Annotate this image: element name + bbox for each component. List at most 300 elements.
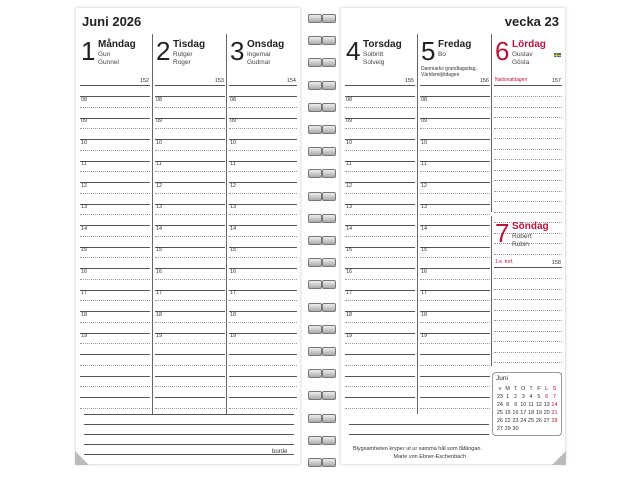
note-rule [494,278,562,279]
mini-calendar-cell [543,425,551,433]
ring-right [322,214,336,223]
hour-label: 16 [81,268,88,275]
ring-left [308,325,322,334]
half-hour-rule [155,150,225,151]
hour-label: 15 [346,247,353,254]
hour-label: 15 [421,247,428,254]
spiral-ring [304,414,338,423]
mini-calendar-cell: 25 [496,410,503,416]
hour-label: 15 [230,247,237,254]
note-rule [345,408,415,409]
hour-rule [155,268,225,269]
ring-right [322,58,336,67]
hour-rule [345,139,415,140]
half-hour-rule [345,257,415,258]
mini-calendar-cell: 17 [520,410,527,416]
hour-rule [345,161,415,162]
note-rule [494,212,562,213]
footer-rule [84,454,294,455]
day-of-year: 154 [286,78,296,84]
hour-label: 19 [230,333,237,340]
mini-calendar-cell: 25 [528,418,535,424]
half-hour-rule [229,236,297,237]
half-hour-rule [80,193,150,194]
hour-label: 16 [230,268,237,275]
hour-label: 11 [230,161,236,168]
note-rule [494,159,562,160]
half-hour-rule [420,193,490,194]
hour-label: 10 [346,139,353,146]
half-hour-rule [420,214,490,215]
hour-rule [155,139,225,140]
hour-label: 16 [346,268,353,275]
note-rule [229,397,297,398]
hour-rule [80,182,150,183]
note-rule [494,180,562,181]
mini-calendar-cell: 11 [528,402,534,408]
hour-rule [80,96,150,97]
hour-rule [155,182,225,183]
flag-icon [554,53,561,57]
half-hour-rule [155,107,225,108]
hour-rule [345,247,415,248]
hour-label: 10 [230,139,237,146]
hour-rule [155,247,225,248]
hour-rule [420,333,490,334]
day-column [491,216,564,366]
hour-label: 18 [421,311,428,318]
day-column [417,34,492,414]
note-rule [80,397,150,398]
day-of-year: 158 [551,260,561,266]
quote-author: Marie von Ebner-Eschenbach [393,454,467,460]
note-rule [345,386,415,387]
note-rule [155,376,225,377]
mini-calendar [492,372,562,436]
note-rule [229,408,297,409]
note-rule [345,365,415,366]
mini-calendar-cell: 4 [529,394,533,400]
spiral-ring [304,81,338,90]
ring-left [308,391,322,400]
ring-left [308,81,322,90]
spiral-ring [304,103,338,112]
half-hour-rule [155,236,225,237]
hour-rule [229,139,297,140]
right-page [341,8,565,464]
hour-label: 11 [156,161,162,168]
spiral-ring [304,391,338,400]
mini-calendar-cell: 26 [535,418,542,424]
day-name: Onsdag [247,39,285,50]
ring-left [308,458,322,467]
mini-calendar-title: Juni [496,375,508,382]
half-hour-rule [80,107,150,108]
mini-calendar-cell: 23 [512,418,519,424]
day-of-year: 153 [214,78,224,84]
ring-left [308,258,322,267]
half-hour-rule [229,214,297,215]
note-rule [420,365,490,366]
note-rule [494,149,562,150]
ring-left [308,436,322,445]
hour-label: 18 [346,311,353,318]
half-hour-rule [80,171,150,172]
spiral-ring [304,458,338,467]
mini-calendar-cell: 30 [512,426,519,432]
hour-label: 13 [230,204,237,211]
half-hour-rule [80,236,150,237]
half-hour-rule [345,171,415,172]
mini-calendar-cell: 7 [552,394,556,400]
hour-rule [420,311,490,312]
mini-calendar-cell: 20 [543,410,550,416]
week-title: vecka 23 [504,14,559,29]
hour-rule [420,96,490,97]
footer-rule [349,434,489,435]
note-rule [80,376,150,377]
half-hour-rule [345,107,415,108]
half-hour-rule [229,257,297,258]
half-hour-rule [155,214,225,215]
ring-left [308,147,322,156]
mini-calendar-head: L [545,386,549,392]
spiral-ring [304,303,338,312]
spiral-ring [304,280,338,289]
ring-left [308,236,322,245]
name-days: Gustav Gösta [512,51,533,66]
hour-rule [229,118,297,119]
hour-label: 09 [81,118,88,125]
day-number: 4 [346,36,361,66]
hour-rule [420,204,490,205]
mini-calendar-cell: 23 [496,394,503,400]
half-hour-rule [155,257,225,258]
note-rule [494,362,562,363]
hour-rule [420,268,490,269]
note-rule [155,365,225,366]
ring-right [322,103,336,112]
hour-rule [80,161,150,162]
half-hour-rule [80,257,150,258]
note-rule [494,331,562,332]
hour-label: 15 [81,247,88,254]
footer-rule [349,424,489,425]
note-rule [420,386,490,387]
day-of-year: 156 [479,78,489,84]
mini-calendar-cell: 12 [535,402,542,408]
note-rule [494,289,562,290]
mini-calendar-cell [535,425,543,433]
spiral-ring [304,125,338,134]
hour-rule [345,311,415,312]
ring-right [322,258,336,267]
name-days: Rutger Roger [173,51,193,66]
hour-rule [420,118,490,119]
ring-right [322,303,336,312]
spiral-ring [304,36,338,45]
mini-calendar-cell: 14 [551,402,558,408]
spiral-ring [304,258,338,267]
hour-label: 08 [346,96,353,103]
note-rule [494,201,562,202]
left-page [76,8,300,464]
half-hour-rule [155,300,225,301]
name-days: Ingemar Gudmar [247,51,271,66]
hour-label: 11 [346,161,352,168]
day-header-rule [494,85,562,86]
mini-calendar-head: T [529,386,533,392]
half-hour-rule [229,322,297,323]
hour-label: 14 [156,225,163,232]
hour-label: 09 [230,118,237,125]
half-hour-rule [345,128,415,129]
hour-label: 14 [421,225,428,232]
ring-left [308,280,322,289]
ring-left [308,303,322,312]
hour-rule [155,118,225,119]
day-name: Söndag [512,221,549,232]
ring-left [308,103,322,112]
hour-rule [420,225,490,226]
hour-rule [229,204,297,205]
half-hour-rule [345,236,415,237]
day-of-year: 152 [139,78,149,84]
holiday-label: 1:e. tref. [495,259,514,265]
hour-label: 15 [156,247,163,254]
day-number: 3 [230,36,245,66]
hour-label: 12 [81,182,88,189]
hour-rule [229,268,297,269]
day-number: 1 [81,36,96,66]
hour-label: 16 [156,268,163,275]
hour-label: 13 [81,204,88,211]
mini-calendar-cell: 29 [504,426,511,432]
name-days: Bo [438,51,446,58]
half-hour-rule [80,322,150,323]
hour-rule [155,96,225,97]
half-hour-rule [80,128,150,129]
hour-label: 12 [346,182,353,189]
mini-calendar-head: M [505,386,510,392]
half-hour-rule [420,107,490,108]
note-rule [494,310,562,311]
note-rule [155,397,225,398]
hour-rule [345,204,415,205]
half-hour-rule [420,236,490,237]
mini-calendar-head: F [537,386,541,392]
hour-rule [345,290,415,291]
note-rule [80,408,150,409]
note-rule [494,117,562,118]
half-hour-rule [229,107,297,108]
half-hour-rule [229,171,297,172]
ring-right [322,81,336,90]
day-column [78,34,152,414]
name-days: Solbritt Solveig [363,51,385,66]
hour-label: 10 [156,139,163,146]
ring-right [322,391,336,400]
half-hour-rule [155,279,225,280]
note-rule [155,354,225,355]
day-number: 6 [495,36,510,66]
ring-right [322,436,336,445]
half-hour-rule [345,322,415,323]
hour-label: 14 [346,225,353,232]
mini-calendar-cell: 2 [513,394,518,400]
half-hour-rule [229,300,297,301]
hour-label: 09 [421,118,428,125]
day-number: 5 [421,36,436,66]
ring-left [308,369,322,378]
spiral-ring [304,147,338,156]
footer-rule [84,444,294,445]
hour-rule [80,333,150,334]
half-hour-rule [80,150,150,151]
hour-label: 17 [421,290,428,297]
name-days: Robert Robin [512,233,532,248]
half-hour-rule [420,322,490,323]
note-rule [494,96,562,97]
note-rule [80,386,150,387]
note-rule [420,376,490,377]
mini-calendar-cell: 18 [528,410,535,416]
mini-calendar-cell: 16 [512,410,519,416]
note-rule [345,354,415,355]
mini-calendar-cell: 24 [520,418,527,424]
half-hour-rule [80,300,150,301]
spiral-ring [304,58,338,67]
holiday-label: Danmarks grundlagsdag, Världsmiljödagen [421,66,477,78]
hour-label: 08 [230,96,237,103]
hour-label: 13 [421,204,428,211]
note-rule [155,386,225,387]
day-name: Lördag [512,39,546,50]
half-hour-rule [80,343,150,344]
day-header-rule [494,267,562,268]
hour-rule [155,225,225,226]
half-hour-rule [155,128,225,129]
spiral-ring [304,325,338,334]
hour-label: 19 [156,333,163,340]
hour-rule [420,161,490,162]
half-hour-rule [345,300,415,301]
hour-label: 17 [81,290,88,297]
mini-calendar-cell: 9 [513,402,518,408]
hour-rule [229,96,297,97]
day-number: 2 [156,36,171,66]
spiral-ring [304,347,338,356]
hour-label: 11 [81,161,87,168]
note-rule [494,128,562,129]
hour-label: 12 [156,182,163,189]
hour-rule [420,139,490,140]
mini-calendar-cell: 26 [496,418,503,424]
half-hour-rule [420,279,490,280]
mini-calendar-cell: 22 [504,418,511,424]
hour-rule [345,268,415,269]
note-rule [420,397,490,398]
day-of-year: 157 [551,78,561,84]
hour-label: 14 [230,225,237,232]
note-rule [494,191,562,192]
half-hour-rule [420,128,490,129]
note-rule [494,299,562,300]
hour-label: 12 [230,182,237,189]
spiral-ring [304,14,338,23]
hour-label: 18 [81,311,88,318]
mini-calendar-cell: 1 [506,394,510,400]
hour-label: 13 [156,204,163,211]
hour-rule [345,225,415,226]
hour-label: 11 [421,161,427,168]
half-hour-rule [420,257,490,258]
hour-rule [80,118,150,119]
half-hour-rule [229,343,297,344]
hour-rule [80,225,150,226]
spiral-ring [304,436,338,445]
ring-right [322,14,336,23]
hour-rule [80,311,150,312]
holiday-label: Nationaldagen [495,77,528,83]
ring-left [308,214,322,223]
day-name: Fredag [438,39,472,50]
ring-left [308,347,322,356]
mini-calendar-cell: 24 [496,402,503,408]
spiral-ring [304,369,338,378]
ring-right [322,192,336,201]
hour-label: 19 [81,333,88,340]
mini-calendar-cell [519,425,527,433]
hour-rule [80,247,150,248]
note-rule [494,320,562,321]
half-hour-rule [155,171,225,172]
half-hour-rule [155,322,225,323]
ring-right [322,169,336,178]
mini-calendar-cell: 15 [504,410,511,416]
hour-rule [229,290,297,291]
note-rule [345,376,415,377]
ring-left [308,169,322,178]
mini-calendar-cell: 27 [543,418,550,424]
ring-right [322,125,336,134]
ring-right [322,369,336,378]
ring-left [308,414,322,423]
ring-left [308,36,322,45]
name-days: Gun Gunnel [98,51,119,66]
hour-rule [229,225,297,226]
note-rule [420,354,490,355]
hour-rule [229,333,297,334]
quote [353,445,482,461]
half-hour-rule [229,279,297,280]
mini-calendar-cell: 19 [535,410,542,416]
note-rule [494,352,562,353]
hour-rule [345,333,415,334]
note-rule [80,365,150,366]
hour-rule [229,161,297,162]
day-column [343,34,417,414]
mini-calendar-cell: 5 [537,394,541,400]
mini-calendar-head: T [513,386,518,392]
hour-label: 18 [156,311,163,318]
mini-calendar-head: v [498,386,502,392]
spiral-binding [304,14,338,474]
mini-calendar-head: S [552,386,557,392]
half-hour-rule [345,214,415,215]
ring-right [322,36,336,45]
hour-label: 14 [81,225,88,232]
